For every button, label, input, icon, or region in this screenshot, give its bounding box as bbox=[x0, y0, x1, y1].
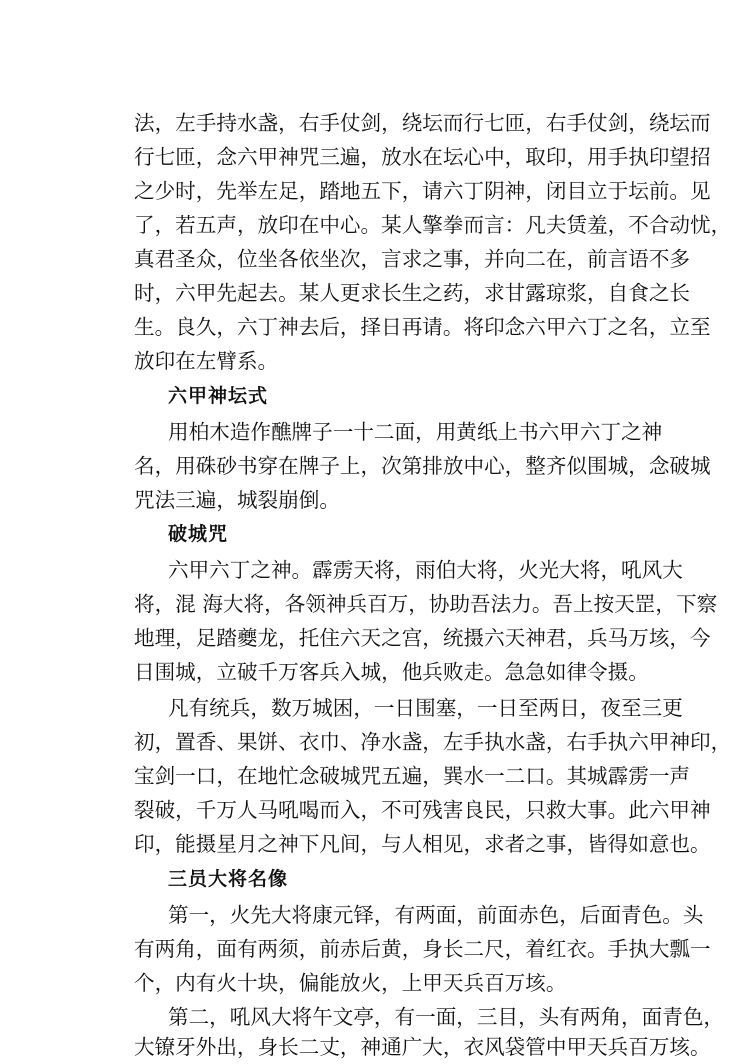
text-line: 时，六甲先起去。某人更求长生之药，求甘露琼浆，自食之长 bbox=[134, 281, 691, 305]
text-line: 放印在左臂系。 bbox=[134, 349, 279, 373]
text-line: 法，左手持水盏，右手仗剑，绕坛而行七匝，右手仗剑，绕坛而 bbox=[134, 111, 711, 135]
text-line: 了，若五声，放印在中心。某人擎拳而言：凡夫赁羞，不合动忧， bbox=[134, 213, 732, 237]
text-line: 个，内有火十块，偏能放火，上甲天兵百万垓。 bbox=[134, 971, 567, 995]
text-line: 行七匝，念六甲神咒三遍，放水在坛心中，取印，用手执印望招 bbox=[134, 145, 711, 169]
text-line: 日围城，立破千万客兵入城，他兵败走。急急如律令摄。 bbox=[134, 660, 649, 684]
text-line: 生。良久，六丁神去后，择日再请。将印念六甲六丁之名，立至 bbox=[134, 315, 711, 339]
text-line: 真君圣众，位坐各依坐次，言求之事，并向二在，前言语不多 bbox=[134, 247, 691, 271]
text-line: 将，混 海大将，各领神兵百万，协助吾法力。吾上按天罡，下察 bbox=[134, 592, 718, 616]
text-line: 裂破，千万人马吼喝而入，不可残害良民，只救大事。此六甲神 bbox=[134, 798, 711, 822]
text-line: 有两角，面有两须，前赤后黄，身长二尺，着红衣。手执大瓢一 bbox=[134, 937, 711, 961]
text-line: 第一，火先大将康元铎，有两面，前面赤色，后面青色。头 bbox=[168, 903, 704, 927]
text-line: 名，用硃砂书穿在牌子上，次第排放中心，整齐似围城，念破城 bbox=[134, 454, 711, 478]
text-line: 大镣牙外出，身长二丈，神通广大，衣风袋管中甲天兵百万垓。 bbox=[134, 1035, 711, 1059]
section-heading: 破城咒 bbox=[168, 523, 229, 545]
text-line: 第二，吼风大将午文亭，有一面，三目，头有两角，面青色， bbox=[168, 1005, 725, 1029]
text-line: 凡有统兵，数万城困，一日围塞，一日至两日，夜至三更 bbox=[168, 696, 683, 720]
text-line: 初，置香、果饼、衣巾、净水盏，左手执水盏，右手执六甲神印， bbox=[134, 730, 732, 754]
text-line: 六甲六丁之神。霹雳天将，雨伯大将，火光大将，吼风大 bbox=[168, 558, 683, 582]
text-line: 咒法三遍，城裂崩倒。 bbox=[134, 488, 340, 512]
text-line: 宝剑一口，在地忙念破城咒五遍，巽水一二口。其城霹雳一声 bbox=[134, 764, 691, 788]
section-heading: 六甲神坛式 bbox=[168, 385, 269, 407]
text-line: 之少时，先举左足，踏地五下，请六丁阴神，闭目立于坛前。见 bbox=[134, 179, 711, 203]
section-heading: 三员大将名像 bbox=[168, 868, 289, 890]
text-line: 用柏木造作醮牌子一十二面，用黄纸上书六甲六丁之神 bbox=[168, 420, 663, 444]
text-line: 地理，足踏夔龙，托住六天之宫，统摄六天神君，兵马万垓，今 bbox=[134, 626, 711, 650]
text-line: 印，能摄星月之神下凡间，与人相见，求者之事，皆得如意也。 bbox=[134, 832, 711, 856]
